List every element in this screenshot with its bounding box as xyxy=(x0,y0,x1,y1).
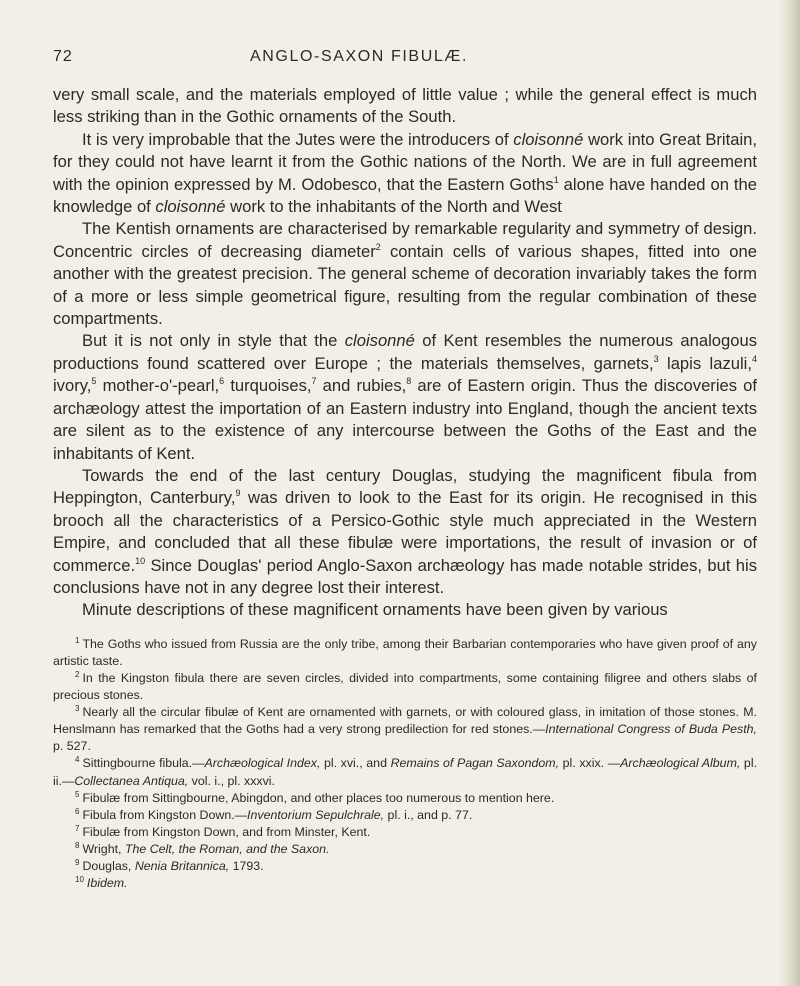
footnote xyxy=(53,670,757,704)
footnote-ref: 9 xyxy=(235,488,241,499)
text-run: very small scale, and the materials employed of little value ; while the general effect is much less striking than in the Gothic ornaments of the South. xyxy=(53,85,757,127)
italic-text: Ibidem. xyxy=(86,876,128,891)
footnote-number: 6 xyxy=(75,806,80,816)
body-text xyxy=(53,84,757,622)
text-run: contain cells of various shapes, fitted into one another with the greatest precision. The general scheme of decoration invariably takes the form of a more or less simple geometrical figure, resulting from the regular combination of these compartments. xyxy=(53,241,757,329)
text-run: work to the inhabitants of the North and West xyxy=(225,197,562,217)
footnote-number: 1 xyxy=(75,635,80,645)
text-run: was driven to look to the East for its origin. He recognised in this brooch all the characteristics of a Persico-Gothic style much appreciated in the Western Empire, and concluded that all these fibulæ were importations, the result of invasion or of commerce. xyxy=(53,488,757,575)
text-run: pl. xxix. — xyxy=(559,756,621,771)
italic-text: Inventorium Sepulchrale, xyxy=(247,807,385,822)
paragraph xyxy=(53,129,757,219)
italic-text: cloisonné xyxy=(155,197,226,217)
footnote-number: 7 xyxy=(75,823,80,833)
text-run: Towards the end of the last century Douglas, studying the magnificent fibula from Heppington, Canterbury, xyxy=(53,465,757,508)
text-run: pl. i., and p. 77. xyxy=(384,807,473,822)
footnote-ref: 2 xyxy=(375,241,381,252)
paragraph xyxy=(53,218,757,330)
italic-text: cloisonné xyxy=(344,331,415,351)
text-run: But it is not only in style that the xyxy=(82,331,345,351)
text-run: Wright, xyxy=(82,841,125,856)
paragraph xyxy=(53,599,757,621)
italic-text: cloisonné xyxy=(513,129,584,149)
footnote xyxy=(53,636,757,670)
text-run: Douglas, xyxy=(82,858,135,873)
text-run: pl. xvi., and xyxy=(320,756,391,771)
footnote-number: 5 xyxy=(75,789,80,799)
italic-text: The Celt, the Roman, and the Saxon. xyxy=(124,841,330,856)
text-run: The Kentish ornaments are characterised by remarkable regularity and symmetry of design. Concentric circles of decreasing diameter xyxy=(53,219,757,261)
paragraph xyxy=(53,465,757,599)
text-run: Minute descriptions of these magnificent ornaments have been given by various xyxy=(82,600,668,620)
footnote xyxy=(53,790,757,807)
text-run: and rubies, xyxy=(316,376,407,396)
text-run: lapis lazuli, xyxy=(658,353,752,373)
footnote xyxy=(53,824,757,841)
paragraph xyxy=(53,330,757,464)
footnote xyxy=(53,704,757,755)
book-page xyxy=(53,48,757,892)
text-run: 1793. xyxy=(229,858,264,873)
text-run: pl. ii.— xyxy=(53,756,758,788)
text-run: are of Eastern origin. Thus the discoveries of archæology attest the importation of an Eastern industry into England, though the ancient texts are silent as to the existence of any intercourse between the Goths of the East and the inhabitants of Kent. xyxy=(53,376,758,463)
text-run: Nearly all the circular fibulæ of Kent are ornamented with garnets, or with coloured glass, in imitation of those stones. M. Henslmann has remarked that the Goths had a very strong predilection for red stones.— xyxy=(53,705,757,737)
paragraph xyxy=(53,84,757,129)
text-run: ivory, xyxy=(53,376,92,396)
text-run: In the Kingston fibula there are seven circles, divided into compartments, some containing filigree and others slabs of precious stones. xyxy=(53,670,757,703)
page-number: 72 xyxy=(53,48,73,65)
page-edge-shadow xyxy=(778,0,800,986)
footnote-ref: 7 xyxy=(311,376,317,387)
text-run: alone have handed on the knowledge of xyxy=(53,174,757,217)
text-run: turquoises, xyxy=(224,376,312,396)
italic-text: Archæological Album, xyxy=(620,756,741,771)
footnote-number: 9 xyxy=(75,857,80,867)
text-run: Fibulæ from Sittingbourne, Abingdon, and other places too numerous to mention here. xyxy=(82,790,555,805)
footnote xyxy=(53,875,757,892)
footnote xyxy=(53,841,757,858)
footnote xyxy=(53,755,757,789)
text-run: Fibulæ from Kingston Down, and from Minster, Kent. xyxy=(82,824,371,839)
footnote-number: 4 xyxy=(75,755,80,765)
footnote xyxy=(53,807,757,824)
text-run: vol. i., pl. xxxvi. xyxy=(188,773,275,788)
text-run: It is very improbable that the Jutes were the introducers of xyxy=(82,129,514,149)
footnote xyxy=(53,858,757,875)
text-run: work into Great Britain, for they could not have learnt it from the Gothic nations of the North. We are in full agreement with the opinion expressed by M. Odobesco, that the Eastern Goths xyxy=(53,129,757,194)
italic-text: Remains of Pagan Saxondom, xyxy=(390,756,560,771)
footnote-number: 10 xyxy=(75,875,84,885)
footnote-ref: 1 xyxy=(553,174,559,185)
footnote-number: 3 xyxy=(75,704,80,714)
text-run: The Goths who issued from Russia are the only tribe, among their Barbarian contemporaries who have given proof of any artistic taste. xyxy=(53,636,757,668)
italic-text: Collectanea Antiqua, xyxy=(74,773,189,788)
text-run: Sittingbourne fibula.— xyxy=(82,756,205,771)
footnote-number: 2 xyxy=(75,669,80,679)
text-run: Since Douglas' period Anglo-Saxon archæology has made notable strides, but his conclusions have not in any degree lost their interest. xyxy=(53,555,757,597)
footnote-ref: 10 xyxy=(135,555,146,566)
footnote-number: 8 xyxy=(75,840,80,850)
text-run: of Kent resembles the numerous analogous productions found scattered over Europe ; the materials themselves, garnets, xyxy=(53,331,758,373)
running-head xyxy=(53,48,757,72)
italic-text: International Congress of Buda Pesth, xyxy=(545,722,757,737)
text-run: Fibula from Kingston Down.— xyxy=(82,807,248,822)
text-run: p. 527. xyxy=(53,739,91,754)
footnote-ref: 3 xyxy=(653,353,659,364)
footnote-ref: 6 xyxy=(219,376,225,387)
footnote-ref: 8 xyxy=(406,376,412,387)
text-run: mother-o'-pearl, xyxy=(96,376,220,396)
footnotes xyxy=(53,636,757,892)
italic-text: Nenia Britannica, xyxy=(134,858,230,873)
italic-text: Archæological Index, xyxy=(204,756,321,771)
footnote-ref: 5 xyxy=(91,376,97,387)
footnote-ref: 4 xyxy=(751,353,757,364)
running-title: ANGLO-SAXON FIBULÆ. xyxy=(250,48,468,65)
